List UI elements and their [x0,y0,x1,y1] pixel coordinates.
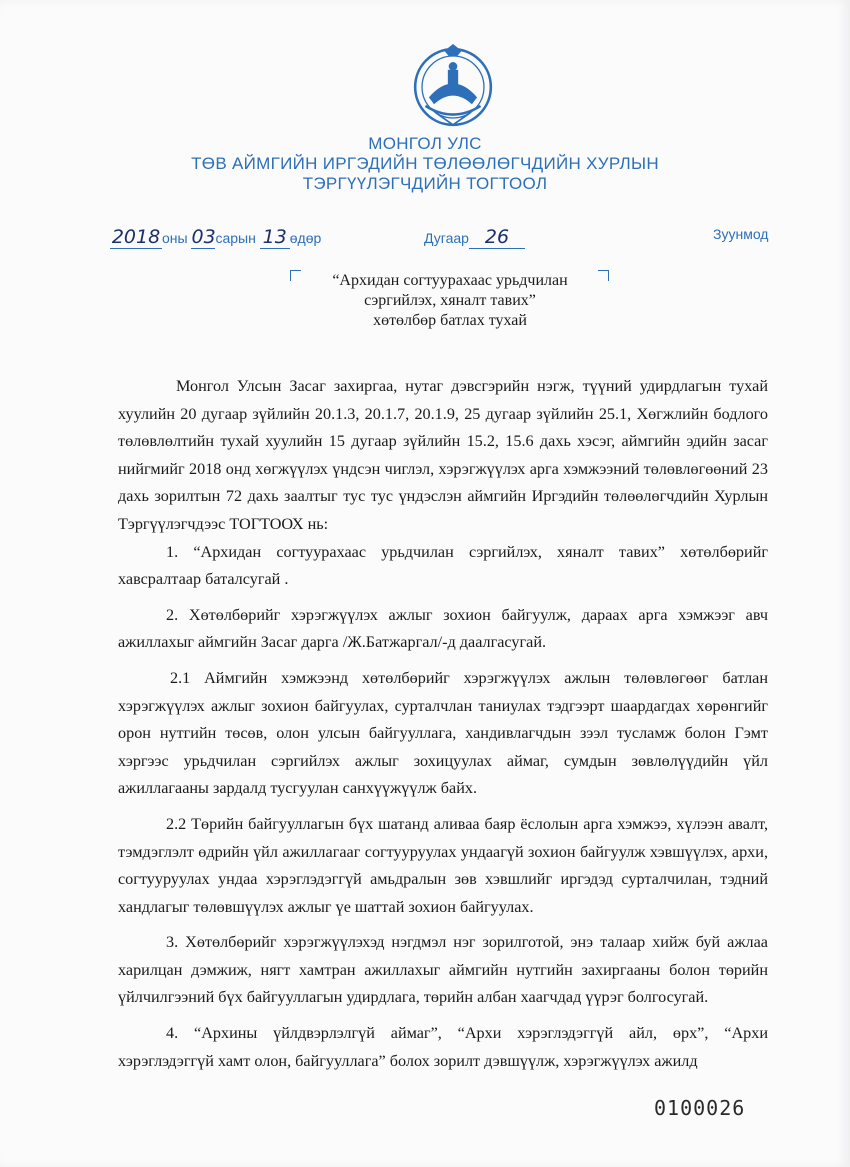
subject-line-1: “Архидан согтуурахаас урьдчилан [332,272,568,289]
paragraph-item-1: 1. “Архидан согтуурахаас урьдчилан сэргийлэх, хяналт тавих” хөтөлбөрийг хавсралтаар баталсугай . [118,542,768,589]
document-body [118,373,768,1075]
header-line-2: ТӨВ АЙМГИЙН ИРГЭДИЙН ТӨЛӨӨЛӨГЧДИЙН ХУРЛЫН [191,154,659,173]
subject-line-2: сэргийлэх, хяналт тавих” [364,292,536,309]
document-number: 26 [469,226,525,249]
subject [280,271,620,331]
header-line-1: МОНГОЛ УЛС [368,134,482,153]
paragraph-item-2: 2. Хөтөлбөрийг хэрэгжүүлэх ажлыг зохион байгуулж, дараах арга хэмжээг авч ажиллахыг аймгийн Засаг дарга /Ж.Батжаргал/-д даалгасугай. [118,605,768,652]
subject-line-3: хөтөлбөр батлах тухай [373,312,527,329]
header-line-3: ТЭРГҮҮЛЭГЧДИЙН ТОГТООЛ [302,174,548,193]
date-line [110,226,321,249]
date-month: 03 [191,226,216,248]
date-month-suffix: сарын [215,230,256,246]
date-year-suffix: оны [162,230,188,246]
date-year: 2018 [111,226,161,248]
paragraph-item-3: 3. Хөтөлбөрийг хэрэгжүүлэхэд нэгдмэл нэг зорилготой, энэ талаар хийж буй ажлаа харилцан дэмжиж, нягт хамтран ажиллахыг аймгийн нутгийн захиргааны болон төрийн үйлчилгээний бүх байгууллагын удирдлага, төрийн албан хаагчдад үүрэг болгосугай. [118,933,768,1007]
paragraph-preamble: Монгол Улсын Засаг захиргаа, нутаг дэвсгэрийн нэгж, түүний удирдлагын тухай хуулийн 20 дугаар зүйлийн 20.1.3, 20.1.7, 20.1.9, 25 дугаар зүйлийн 25.1, Хөгжлийн бодлого төлөвлөлтийн тухай хуулийн 15 дугаар зүйлийн 15.2, 15.6 дахь хэсэг, аймгийн эдийн засаг нийгмийг 2018 онд хөгжүүлэх үндсэн чиглэл, хэрэгжүүлэх арга хэмжээний төлөвлөгөөний 23 дахь зорилтын 72 дахь заалтыг тус тус үндэслэн аймгийн Иргэдийн төлөөлөгчдийн Хурлын Тэргүүлэгчдээс ТОГТООХ нь: [118,377,768,533]
serial-number: 0100026 [654,1096,746,1120]
number-label: Дугаар [424,230,469,246]
paragraph-item-2-2: 2.2 Төрийн байгууллагын бүх шатанд аливаа баяр ёслолын арга хэмжээ, хүлээн авалт, тэмдэглэлт өдрийн үйл ажиллагааг согтууруулах ундаагүй зохион байгуулж хэвшүүлэх, архи, согтууруулах ундаа хэрэглэдэггүй амьдралын зөв хэвшлийг иргэдэд сурталчилан, тэдний хандлагыг төлөвшүүлэх ажлыг үе шаттай зохион байгуулах. [118,814,768,916]
paragraph-item-2-1: 2.1 Аймгийн хэмжээнд хөтөлбөрийг хэрэгжүүлэх ажлын төлөвлөгөөг батлан хэрэгжүүлэх ажлыг зохион байгуулах, сурталчлан таниулах тэдгээрт шаардагдах хөрөнгийг орон нутгийн төсөв, олон улсын байгууллага, хандивлагчдын зээл тусламж болон Гэмт хэргээс урьдчилан сэргийлэх ажлыг зохицуулах аймаг, сумдын зөвлөлүүдийн үйл ажиллагааны зардалд тусгуулан санхүүжүүлж байх. [118,668,768,798]
state-emblem-icon [410,44,496,130]
paragraph-item-4: 4. “Архины үйлдвэрлэлгүй аймаг”, “Архи хэрэглэдэггүй айл, өрх”, “Архи хэрэглэдэггүй хамт олон, байгууллага” болох зорилт дэвшүүлж, хэрэгжүүлэх ажилд [118,1024,768,1070]
date-day: 13 [260,226,290,249]
date-day-suffix: өдөр [289,230,322,246]
number-line [424,226,525,249]
place: Зуунмод [713,226,769,242]
